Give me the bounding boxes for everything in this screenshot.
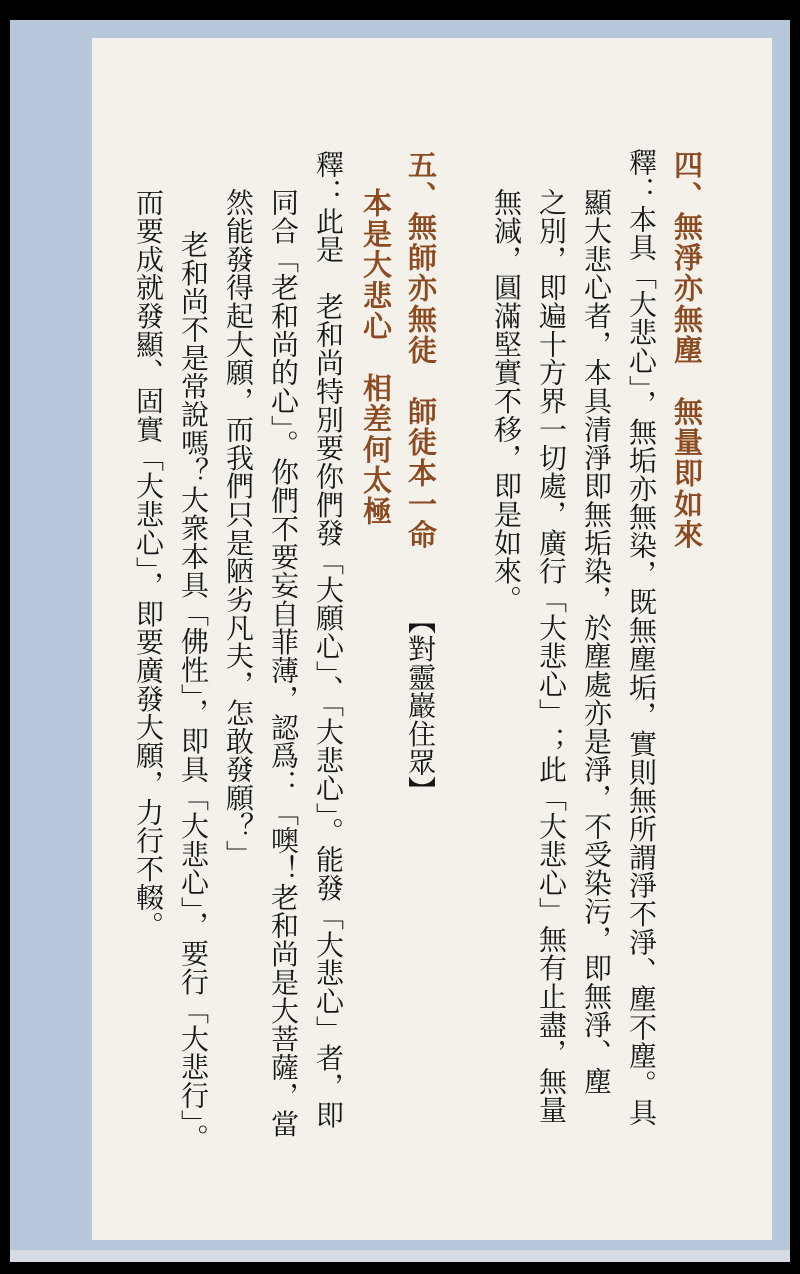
section-5-line-5: 而要成就發顯、固實「大悲心」，即要廣發大願，力行不輟。 xyxy=(132,188,165,940)
section-4-line-2: 顯大悲心者，本具清淨即無垢染，於塵處亦是淨，不受染污，即無淨、塵 xyxy=(580,188,613,1096)
book-page xyxy=(92,38,772,1240)
section-5-line-2: 同合「老和尚的心」。你們不要妄自菲薄，認爲：「噢！老和尚是大菩薩，當 xyxy=(267,188,300,1138)
section-5-line-1: 釋：此是 老和尚特別要你們發「大願心」、「大悲心」。能發「大悲心」者，即 xyxy=(312,150,345,1129)
section-5-line-4: 老和尚不是常說嗎？大衆本具「佛性」，即具「大悲心」，要行「大悲行」。 xyxy=(177,230,210,1152)
section-4-line-4: 無減，圓滿堅實不移，即是如來。 xyxy=(490,188,523,614)
section-4-line-3: 之別，即遍十方界一切處，廣行「大悲心」；此「大悲心」無有止盡，無量 xyxy=(535,188,568,1124)
section-4-line-1: 釋：本具「大悲心」，無垢亦無染，既無塵垢，實則無所謂淨不淨、塵不塵。具 xyxy=(625,148,658,1127)
section-4-heading: 四、無淨亦無塵 無量即如來 xyxy=(670,150,704,551)
section-5-line-3: 然能發得起大願，而我們只是陋劣凡夫，怎敢發願？」 xyxy=(222,188,255,869)
page-frame xyxy=(10,20,790,1262)
section-5-heading-2: 本是大悲心 相差何太極 xyxy=(359,188,393,527)
section-5-note: 【對靈巖住眾】 xyxy=(404,606,437,805)
section-5-heading-1: 五、無師亦無徒 師徒本一命 xyxy=(404,150,438,551)
